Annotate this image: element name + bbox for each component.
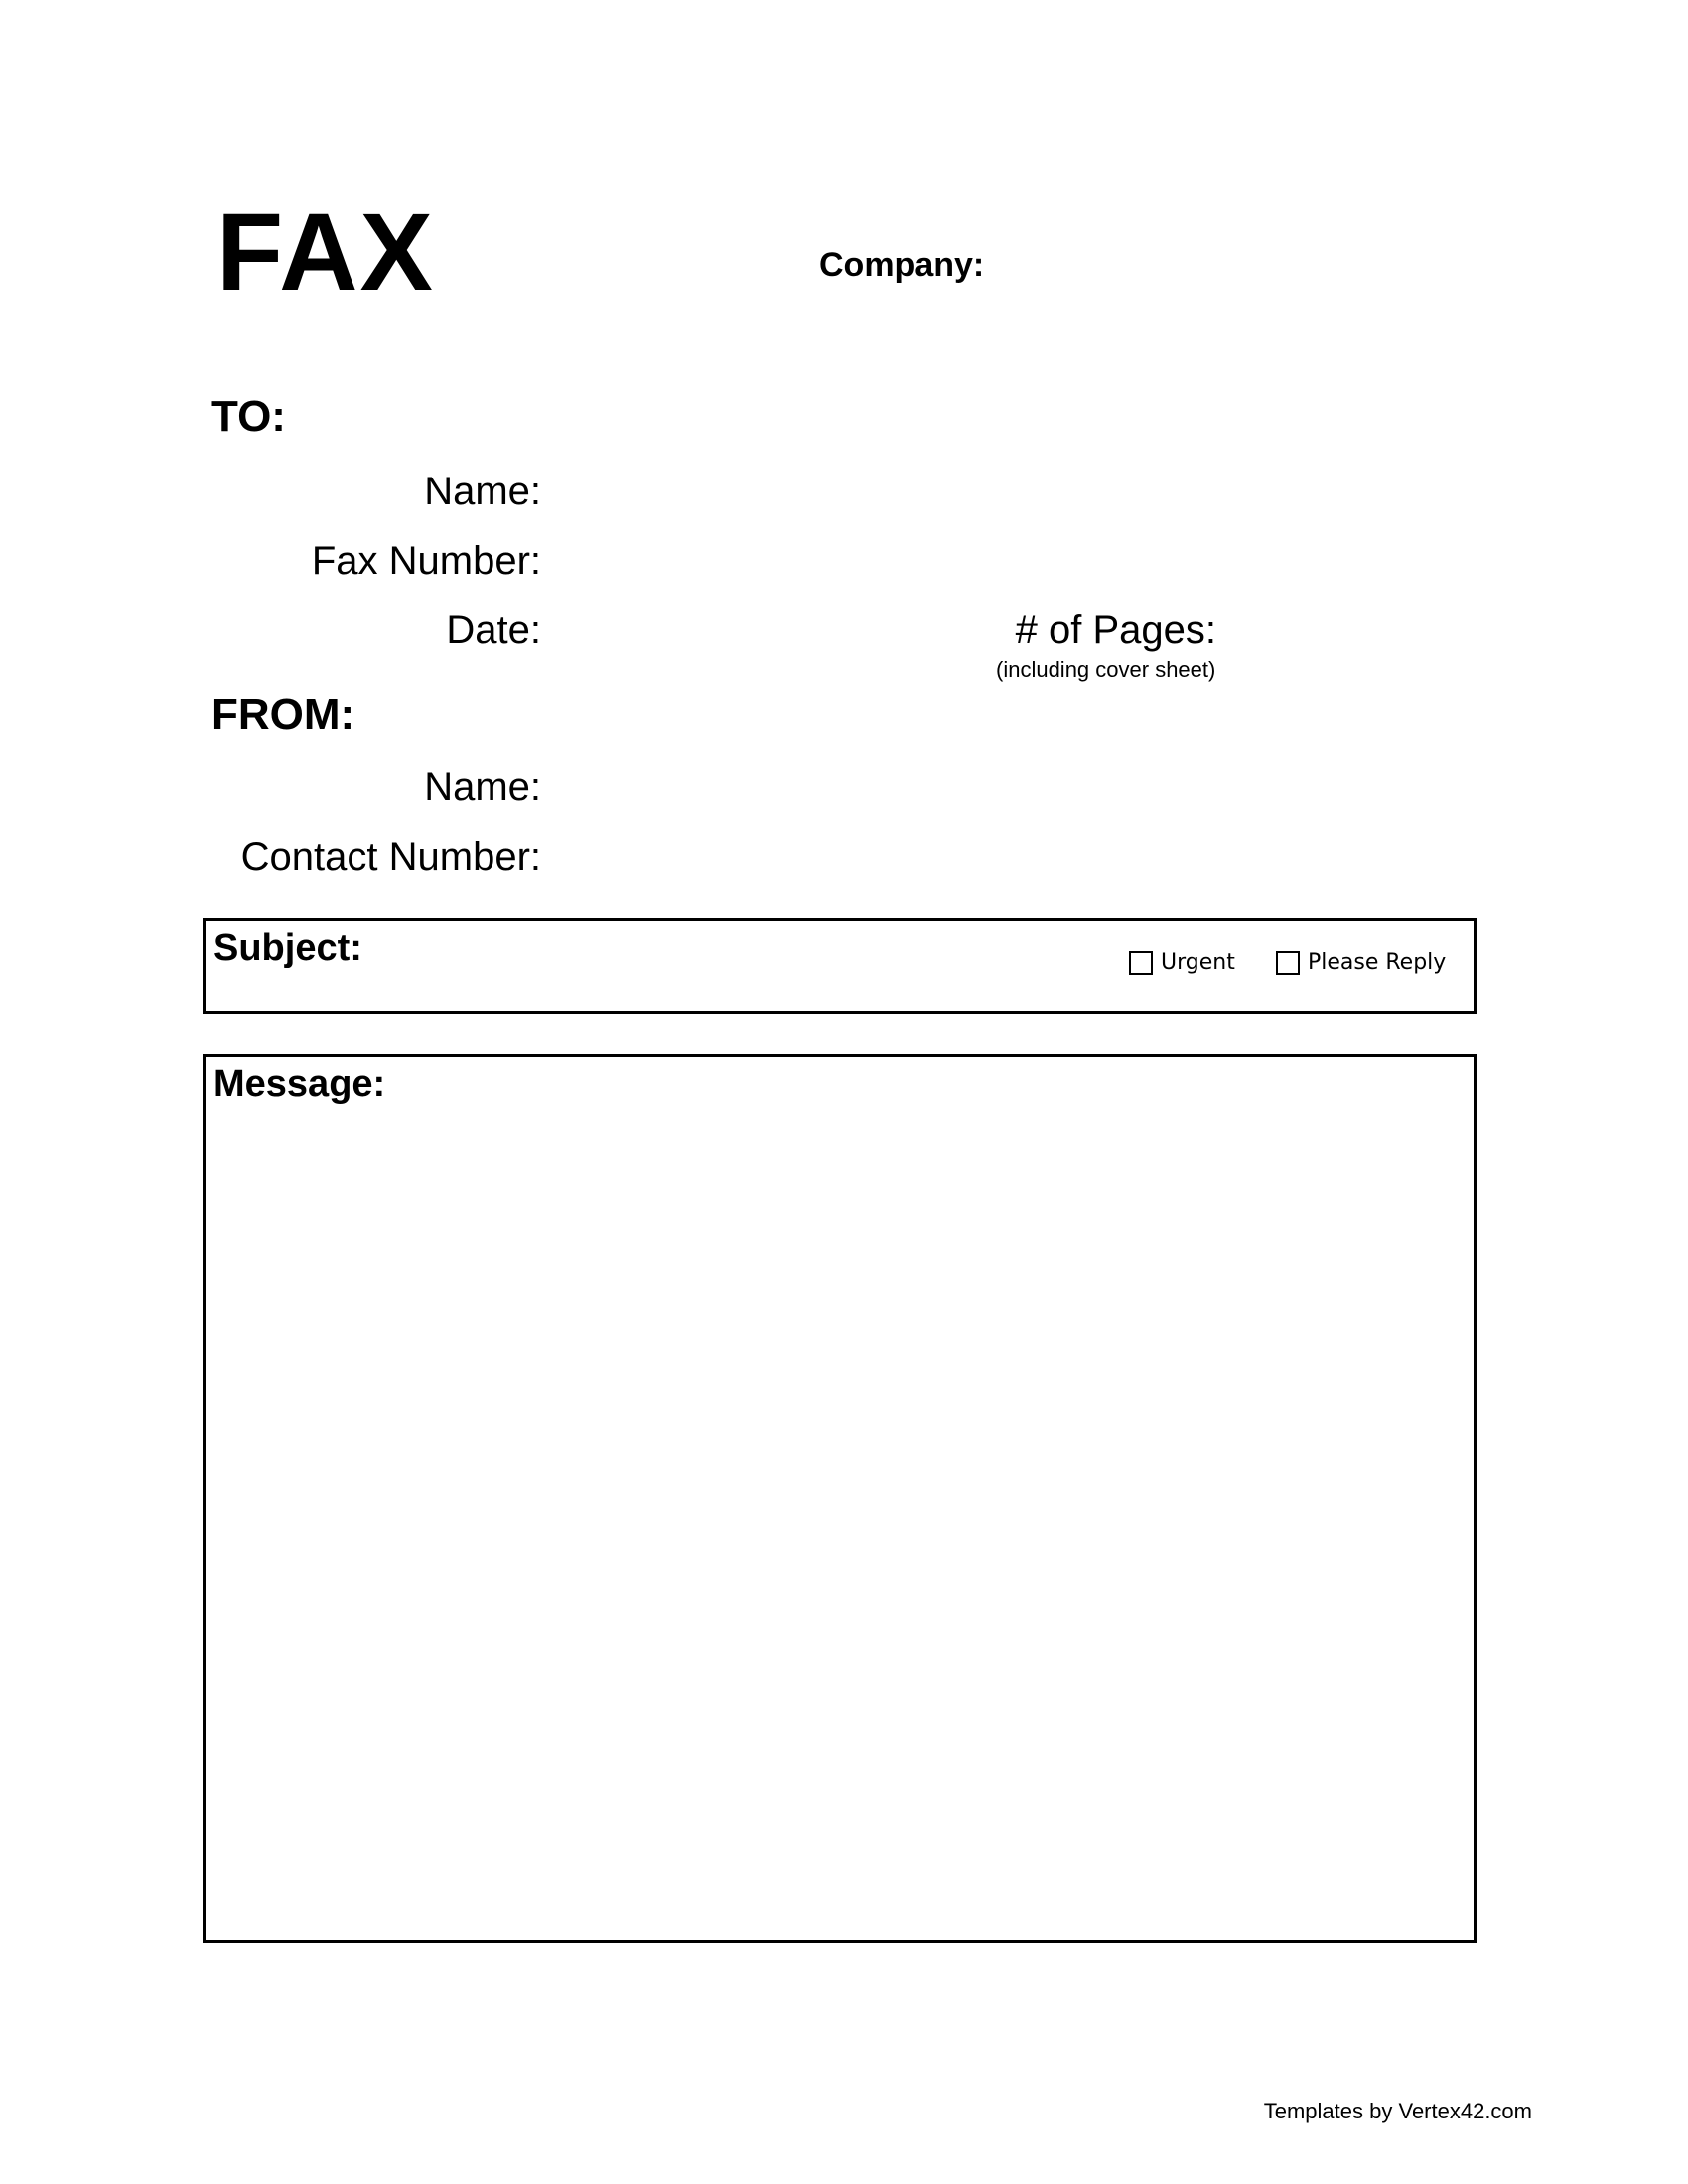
please-reply-label: Please Reply [1308,950,1447,975]
subject-box [203,918,1477,1014]
subject-label: Subject: [213,927,362,969]
message-box [203,1054,1477,1943]
urgent-label: Urgent [1161,950,1235,975]
pages-label: # of Pages: [1015,609,1216,652]
please-reply-option [1276,951,1446,975]
to-date-label: Date: [446,609,541,652]
company-label: Company: [819,246,985,284]
footer-credit: Templates by Vertex42.com [1263,2099,1532,2123]
to-section-label: TO: [211,392,286,441]
please-reply-checkbox[interactable] [1276,951,1300,975]
to-fax-number-label: Fax Number: [311,539,541,583]
from-section-label: FROM: [211,690,355,739]
message-textarea[interactable] [213,1117,1469,1935]
message-label: Message: [213,1063,386,1105]
from-contact-number-label: Contact Number: [240,835,541,879]
urgent-checkbox[interactable] [1129,951,1153,975]
from-name-label: Name: [424,765,541,809]
to-name-label: Name: [424,470,541,513]
fax-title: FAX [216,192,435,314]
urgent-option [1129,951,1235,975]
pages-note: (including cover sheet) [996,657,1216,682]
